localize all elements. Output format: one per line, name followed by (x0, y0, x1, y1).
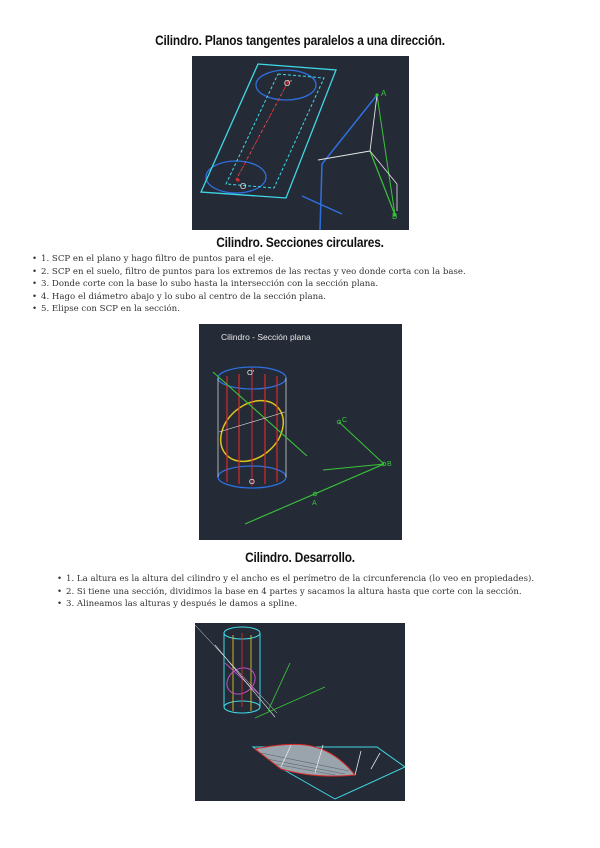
section-1-title: Cilindro. Planos tangentes paralelos a una dirección. (155, 33, 445, 48)
list-item: • 1. La altura es la altura del cilindro y el ancho es el perímetro de la circunferencia (lo veo en propiedades). (55, 573, 534, 586)
list-item: • 3. Alineamos las alturas y después le damos a spline. (55, 598, 534, 611)
label-o: O (249, 477, 255, 486)
section-2-steps (30, 253, 466, 316)
label-a: A (312, 500, 317, 507)
section-3-steps (55, 573, 534, 611)
label-o: O (240, 182, 247, 191)
label-b: B (392, 212, 398, 221)
label-o-prime: O' (284, 79, 292, 88)
section-3-title: Cilindro. Desarrollo. (245, 550, 355, 565)
figure-plane-section (199, 324, 402, 540)
section-2-title: Cilindro. Secciones circulares. (216, 235, 384, 250)
label-c: C (342, 417, 348, 424)
list-item: • 1. SCP en el plano y hago filtro de puntos para el eje. (30, 253, 466, 266)
list-item: • 3. Donde corte con la base lo subo hasta la intersección con la sección plana. (30, 278, 466, 291)
label-o-prime: O' (247, 368, 255, 377)
label-b: B (387, 461, 392, 468)
list-item: • 5. Elipse con SCP en la sección. (30, 303, 466, 316)
list-item: • 2. Si tiene una sección, dividimos la base en 4 partes y sacamos la altura hasta que corte con la sección. (55, 586, 534, 599)
figure-caption: Cilindro - Sección plana (221, 332, 311, 342)
label-a: A (381, 89, 387, 98)
figure-development (195, 623, 405, 801)
list-item: • 2. SCP en el suelo, filtro de puntos para los extremos de las rectas y veo donde corta con la base. (30, 266, 466, 279)
list-item: • 4. Hago el diámetro abajo y lo subo al centro de la sección plana. (30, 291, 466, 304)
figure-tangent-planes (192, 56, 409, 230)
